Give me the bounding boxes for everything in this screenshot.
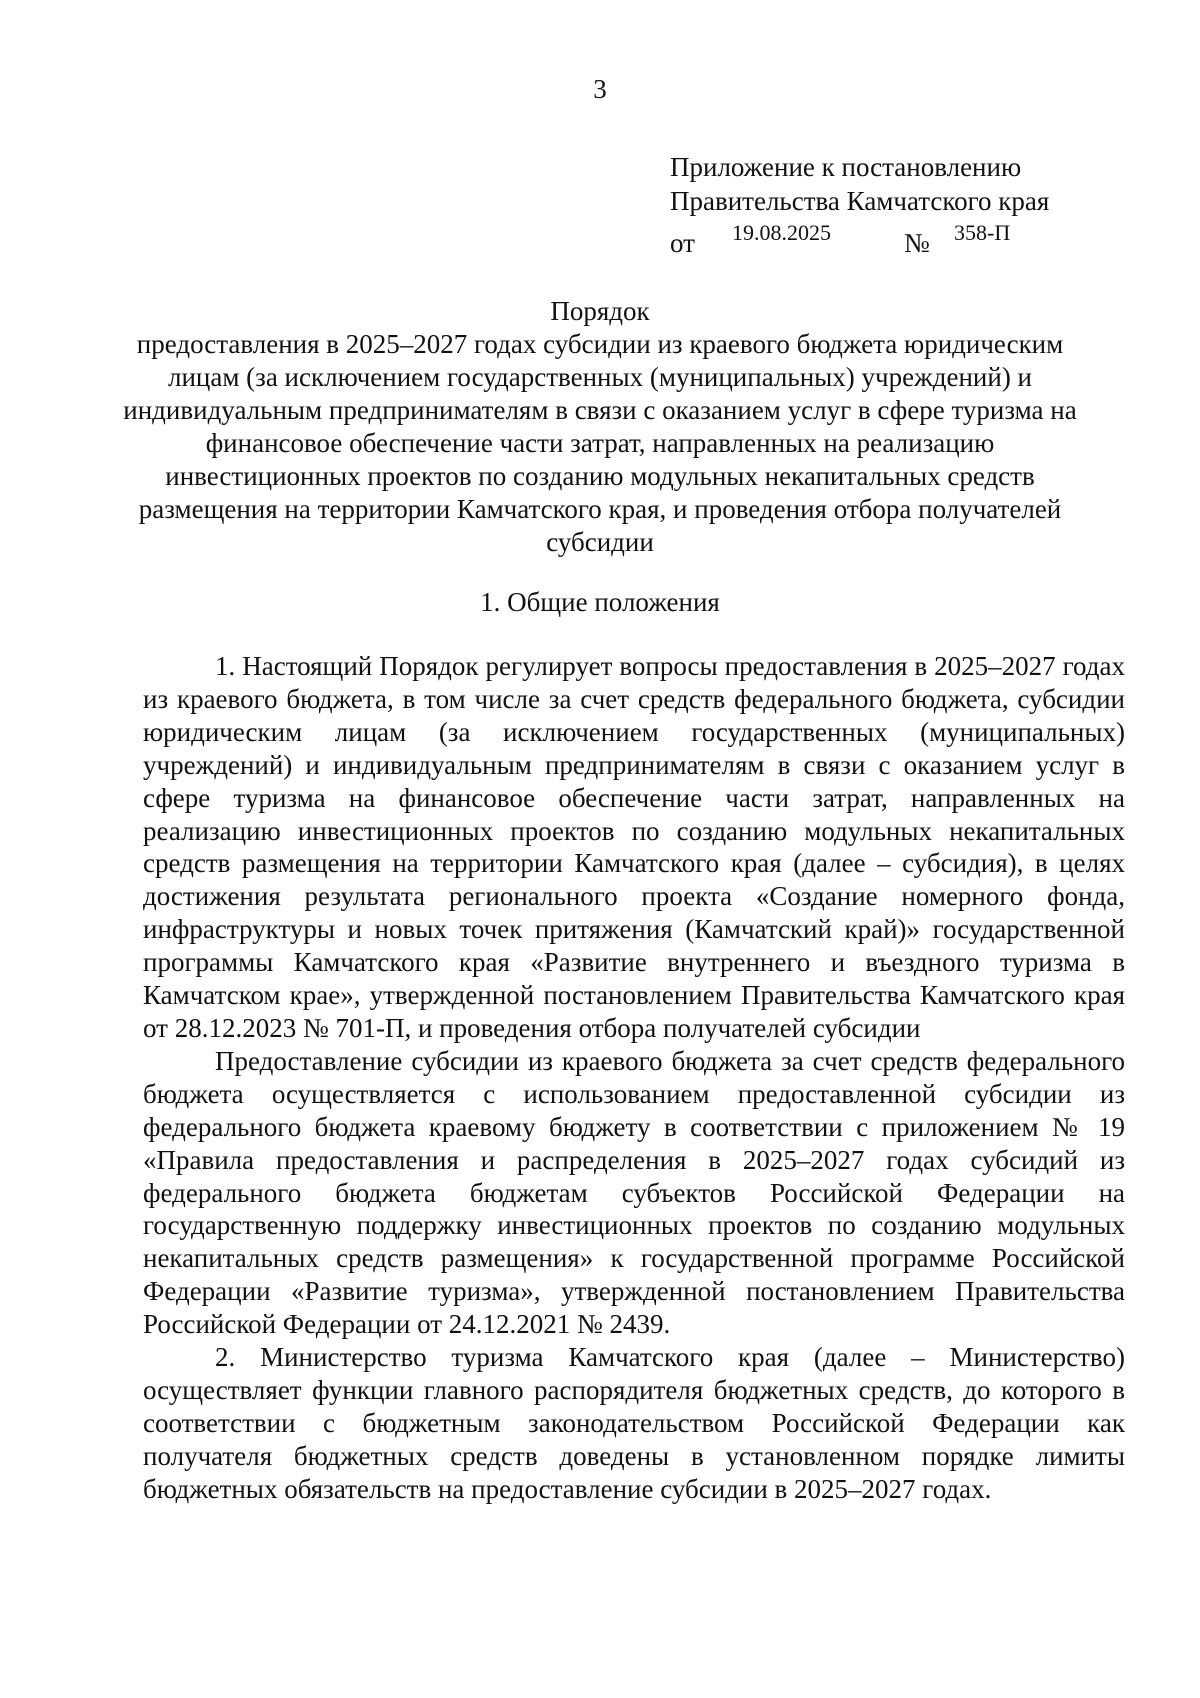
appendix-stamp-row <box>670 218 1140 258</box>
section-body <box>143 650 1125 1506</box>
appendix-block <box>670 150 1140 258</box>
appendix-line-2: Правительства Камчатского края <box>670 186 1050 216</box>
section-heading: 1. Общие положения <box>480 587 720 617</box>
document-title <box>100 295 1100 559</box>
appendix-date: 19.08.2025 <box>732 220 831 245</box>
appendix-number: 358-П <box>954 220 1011 245</box>
appendix-from-label: от <box>670 228 695 258</box>
page-number: 3 <box>593 74 607 104</box>
paragraph: 1. Настоящий Порядок регулирует вопросы предоставления в 2025–2027 годах из краевого бюджета, в том числе за счет средств федерального бюджета, субсидии юридическим лицам (за исключением государственных (муниципальных) учреждений) и индивидуальным предпринимателям в связи с оказанием услуг в сфере туризма на финансовое обеспечение части затрат, направленных на реализацию инвестиционных проектов по созданию модульных некапитальных средств размещения на территории Камчатского края (далее – субсидия), в целях достижения результата регионального проекта «Создание номерного фонда, инфраструктуры и новых точек притяжения (Камчатский край)» государственной программы Камчатского края «Развитие внутреннего и въездного туризма в Камчатском крае», утвержденной постановлением Правительства Камчатского края от 28.12.2023 № 701-П, и проведения отбора получателей субсидии <box>143 651 1125 1043</box>
appendix-number-sign: № <box>904 228 930 258</box>
appendix-line-1: Приложение к постановлению <box>670 152 1022 182</box>
paragraph: 2. Министерство туризма Камчатского края (далее – Министерство) осуществляет функции главного распорядителя бюджетных средств, до которого в соответствии с бюджетным законодательством Российской Федерации как получателя бюджетных средств доведены в установленном порядке лимиты бюджетных обязательств на предоставление субсидии в 2025–2027 годах. <box>143 1342 1125 1504</box>
document-title-text: предоставления в 2025–2027 годах субсидии из краевого бюджета юридическим лицам (за исключением государственных (муниципальных) учреждений) и индивидуальным предпринимателям в связи с оказанием услуг в сфере туризма на финансовое обеспечение части затрат, направленных на реализацию инвестиционных проектов по созданию модульных некапитальных средств размещения на территории Камчатского края, и проведения отбора получателей субсидии <box>123 329 1077 557</box>
document-title-heading: Порядок <box>550 296 650 326</box>
paragraph: Предоставление субсидии из краевого бюджета за счет средств федерального бюджета осуществляется с использованием предоставленной субсидии из федерального бюджета краевому бюджету в соответствии с приложением № 19 «Правила предоставления и распределения в 2025–2027 годах субсидий из федерального бюджета бюджетам субъектов Российской Федерации на государственную поддержку инвестиционных проектов по созданию модульных некапитальных средств размещения» к государственной программе Российской Федерации «Развитие туризма», утвержденной постановлением Правительства Российской Федерации от 24.12.2021 № 2439. <box>143 1045 1125 1340</box>
